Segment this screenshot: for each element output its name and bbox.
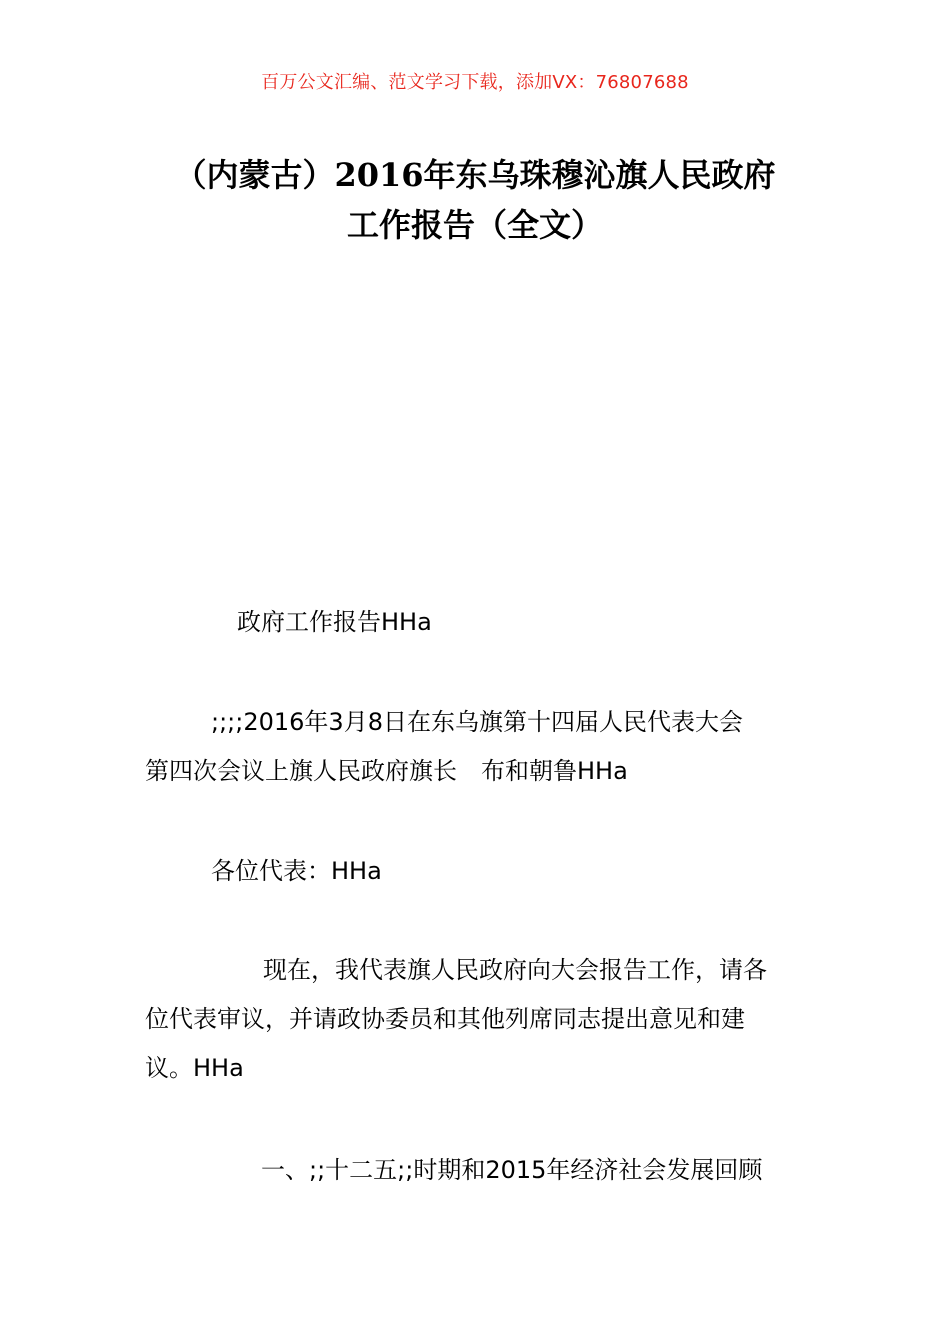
intro-line-1: 现在，我代表旗人民政府向大会报告工作，请各 <box>263 956 767 984</box>
section-heading-paragraph <box>145 1146 810 1195</box>
report-label: 政府工作报告HHa <box>237 608 432 636</box>
header-note: 百万公文汇编、范文学习下载，添加VX：76807688 <box>261 72 689 93</box>
date-line-2: 第四次会议上旗人民政府旗长 布和朝鲁HHa <box>145 757 628 785</box>
intro-line-2: 位代表审议，并请政协委员和其他列席同志提出意见和建 <box>145 1005 745 1033</box>
salutation-paragraph <box>145 847 810 896</box>
intro-line-3: 议。HHa <box>145 1054 244 1082</box>
title-line-2: 工作报告（全文） <box>346 206 603 244</box>
date-line-1: ;;;;2016年3月8日在东乌旗第十四届人民代表大会 <box>211 708 743 736</box>
title-line-1: （内蒙古）2016年东乌珠穆沁旗人民政府 <box>174 156 776 194</box>
document-title <box>130 150 820 250</box>
intro-paragraph <box>145 946 810 1093</box>
section-heading: 一、;;十二五;;时期和2015年经济社会发展回顾 <box>261 1156 763 1184</box>
salutation: 各位代表：HHa <box>211 857 382 885</box>
date-paragraph <box>145 698 810 796</box>
report-label-paragraph <box>145 598 810 647</box>
